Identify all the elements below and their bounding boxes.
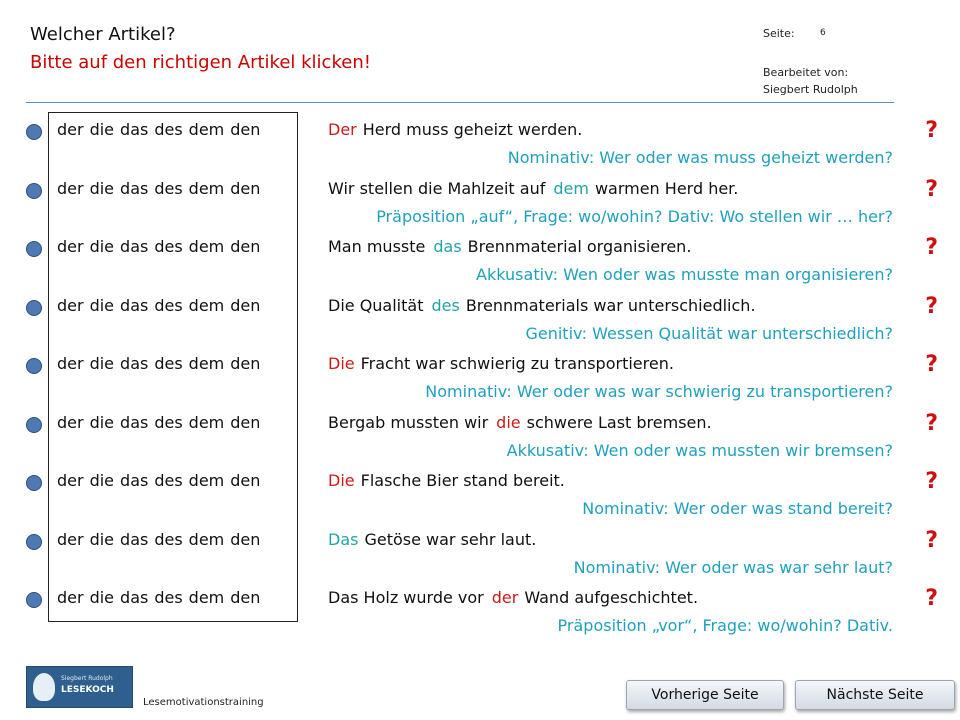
article-option-der[interactable]: der bbox=[57, 530, 84, 549]
article-option-group bbox=[57, 354, 266, 373]
sentence-after: schwere Last bremsen. bbox=[526, 413, 712, 432]
article-option-group bbox=[57, 296, 266, 315]
header-divider bbox=[26, 102, 894, 103]
answer-article: das bbox=[433, 237, 462, 256]
check-answer-button[interactable]: ? bbox=[925, 235, 938, 260]
article-option-dem[interactable]: dem bbox=[188, 354, 225, 373]
grammar-hint: Nominativ: Wer oder was war sehr laut? bbox=[573, 558, 893, 577]
article-option-des[interactable]: des bbox=[154, 120, 183, 139]
article-option-der[interactable]: der bbox=[57, 179, 84, 198]
article-option-das[interactable]: das bbox=[120, 588, 149, 607]
article-option-den[interactable]: den bbox=[230, 354, 261, 373]
article-option-dem[interactable]: dem bbox=[188, 296, 225, 315]
article-option-die[interactable]: die bbox=[89, 296, 115, 315]
answer-article: der bbox=[491, 588, 519, 607]
article-option-des[interactable]: des bbox=[154, 588, 183, 607]
sentence-after: Wand aufgeschichtet. bbox=[524, 588, 699, 607]
answer-article: des bbox=[431, 296, 460, 315]
page-label: Seite: bbox=[763, 27, 795, 40]
article-option-den[interactable]: den bbox=[230, 471, 261, 490]
article-option-die[interactable]: die bbox=[89, 413, 115, 432]
leseкoch-logo bbox=[26, 666, 133, 708]
article-option-den[interactable]: den bbox=[230, 296, 261, 315]
row-bullet-icon bbox=[26, 124, 42, 140]
check-answer-button[interactable]: ? bbox=[925, 118, 938, 143]
sentence-before: Wir stellen die Mahlzeit auf bbox=[328, 179, 546, 198]
page-title: Welcher Artikel? bbox=[30, 24, 176, 45]
grammar-hint: Präposition „vor“, Frage: wo/wohin? Dativ. bbox=[557, 616, 893, 635]
page-number: 6 bbox=[820, 28, 826, 38]
exercise-sentence bbox=[328, 179, 738, 198]
answer-article: Die bbox=[328, 354, 355, 373]
article-option-group bbox=[57, 588, 266, 607]
exercise-sentence bbox=[328, 530, 536, 549]
article-option-das[interactable]: das bbox=[120, 354, 149, 373]
article-option-den[interactable]: den bbox=[230, 588, 261, 607]
lightbulb-icon bbox=[33, 673, 55, 701]
article-option-group bbox=[57, 471, 266, 490]
sentence-before: Man musste bbox=[328, 237, 426, 256]
article-option-den[interactable]: den bbox=[230, 179, 261, 198]
answer-article: die bbox=[496, 413, 521, 432]
article-option-des[interactable]: des bbox=[154, 237, 183, 256]
article-option-die[interactable]: die bbox=[89, 179, 115, 198]
row-bullet-icon bbox=[26, 592, 42, 608]
next-page-button[interactable]: Nächste Seite bbox=[795, 680, 955, 710]
grammar-hint: Nominativ: Wer oder was muss geheizt werden? bbox=[507, 148, 893, 167]
article-option-des[interactable]: des bbox=[154, 413, 183, 432]
check-answer-button[interactable]: ? bbox=[925, 586, 938, 611]
check-answer-button[interactable]: ? bbox=[925, 411, 938, 436]
grammar-hint: Akkusativ: Wen oder was mussten wir bremsen? bbox=[506, 441, 893, 460]
grammar-hint: Genitiv: Wessen Qualität war unterschiedlich? bbox=[525, 324, 893, 343]
article-option-das[interactable]: das bbox=[120, 179, 149, 198]
logo-line2: LESEKOCH bbox=[61, 685, 114, 695]
exercise-sentence bbox=[328, 120, 582, 139]
sentence-after: Herd muss geheizt werden. bbox=[362, 120, 583, 139]
exercise-sentence bbox=[328, 354, 674, 373]
article-option-der[interactable]: der bbox=[57, 354, 84, 373]
article-option-die[interactable]: die bbox=[89, 530, 115, 549]
sentence-after: Getöse war sehr laut. bbox=[364, 530, 537, 549]
article-option-group bbox=[57, 530, 266, 549]
program-name: Lesemotivationstraining bbox=[143, 697, 264, 708]
logo-line1: Siegbert Rudolph bbox=[61, 675, 113, 682]
article-option-der[interactable]: der bbox=[57, 120, 84, 139]
article-option-group bbox=[57, 413, 266, 432]
article-option-den[interactable]: den bbox=[230, 413, 261, 432]
check-answer-button[interactable]: ? bbox=[925, 469, 938, 494]
article-option-group bbox=[57, 120, 266, 139]
article-option-des[interactable]: des bbox=[154, 296, 183, 315]
row-bullet-icon bbox=[26, 241, 42, 257]
article-option-der[interactable]: der bbox=[57, 413, 84, 432]
exercise-sentence bbox=[328, 296, 756, 315]
article-option-die[interactable]: die bbox=[89, 354, 115, 373]
check-answer-button[interactable]: ? bbox=[925, 294, 938, 319]
article-option-dem[interactable]: dem bbox=[188, 530, 225, 549]
edited-by-label: Bearbeitet von: bbox=[763, 66, 849, 79]
article-option-der[interactable]: der bbox=[57, 237, 84, 256]
grammar-hint: Akkusativ: Wen oder was musste man organisieren? bbox=[476, 265, 893, 284]
exercise-sentence bbox=[328, 413, 712, 432]
article-option-des[interactable]: des bbox=[154, 471, 183, 490]
article-option-die[interactable]: die bbox=[89, 120, 115, 139]
check-answer-button[interactable]: ? bbox=[925, 528, 938, 553]
sentence-after: Flasche Bier stand bereit. bbox=[360, 471, 565, 490]
instruction-text: Bitte auf den richtigen Artikel klicken! bbox=[30, 52, 371, 73]
exercise-sentence bbox=[328, 471, 565, 490]
article-option-die[interactable]: die bbox=[89, 588, 115, 607]
article-option-der[interactable]: der bbox=[57, 296, 84, 315]
grammar-hint: Nominativ: Wer oder was war schwierig zu transportieren? bbox=[425, 382, 893, 401]
article-option-dem[interactable]: dem bbox=[188, 237, 225, 256]
sentence-after: Brennmaterial organisieren. bbox=[467, 237, 692, 256]
article-option-des[interactable]: des bbox=[154, 179, 183, 198]
article-option-des[interactable]: des bbox=[154, 354, 183, 373]
article-option-dem[interactable]: dem bbox=[188, 471, 225, 490]
article-option-den[interactable]: den bbox=[230, 530, 261, 549]
exercise-sentence bbox=[328, 237, 691, 256]
exercise-sentence bbox=[328, 588, 698, 607]
sentence-after: Fracht war schwierig zu transportieren. bbox=[360, 354, 674, 373]
sentence-after: Brennmaterials war unterschiedlich. bbox=[465, 296, 756, 315]
article-option-dem[interactable]: dem bbox=[188, 120, 225, 139]
article-option-die[interactable]: die bbox=[89, 471, 115, 490]
article-option-das[interactable]: das bbox=[120, 237, 149, 256]
answer-article: Die bbox=[328, 471, 355, 490]
sentence-before: Das Holz wurde vor bbox=[328, 588, 484, 607]
article-option-die[interactable]: die bbox=[89, 237, 115, 256]
row-bullet-icon bbox=[26, 417, 42, 433]
check-answer-button[interactable]: ? bbox=[925, 352, 938, 377]
grammar-hint: Präposition „auf“, Frage: wo/wohin? Dativ: Wo stellen wir … her? bbox=[376, 207, 893, 226]
article-option-das[interactable]: das bbox=[120, 296, 149, 315]
row-bullet-icon bbox=[26, 300, 42, 316]
article-option-dem[interactable]: dem bbox=[188, 588, 225, 607]
previous-page-button[interactable]: Vorherige Seite bbox=[626, 680, 784, 710]
answer-article: dem bbox=[553, 179, 589, 198]
check-answer-button[interactable]: ? bbox=[925, 177, 938, 202]
row-bullet-icon bbox=[26, 358, 42, 374]
article-option-das[interactable]: das bbox=[120, 120, 149, 139]
sentence-before: Die Qualität bbox=[328, 296, 424, 315]
sentence-before: Bergab mussten wir bbox=[328, 413, 489, 432]
sentence-after: warmen Herd her. bbox=[594, 179, 739, 198]
article-option-dem[interactable]: dem bbox=[188, 179, 225, 198]
row-bullet-icon bbox=[26, 475, 42, 491]
article-option-den[interactable]: den bbox=[230, 237, 261, 256]
article-option-des[interactable]: des bbox=[154, 530, 183, 549]
answer-article: Der bbox=[328, 120, 357, 139]
article-option-group bbox=[57, 179, 266, 198]
article-option-das[interactable]: das bbox=[120, 471, 149, 490]
article-option-der[interactable]: der bbox=[57, 588, 84, 607]
article-option-den[interactable]: den bbox=[230, 120, 261, 139]
editor-name: Siegbert Rudolph bbox=[763, 83, 858, 96]
article-option-der[interactable]: der bbox=[57, 471, 84, 490]
answer-article: Das bbox=[328, 530, 359, 549]
article-option-das[interactable]: das bbox=[120, 530, 149, 549]
row-bullet-icon bbox=[26, 183, 42, 199]
grammar-hint: Nominativ: Wer oder was stand bereit? bbox=[582, 499, 893, 518]
row-bullet-icon bbox=[26, 534, 42, 550]
article-option-group bbox=[57, 237, 266, 256]
article-option-das[interactable]: das bbox=[120, 413, 149, 432]
article-option-dem[interactable]: dem bbox=[188, 413, 225, 432]
